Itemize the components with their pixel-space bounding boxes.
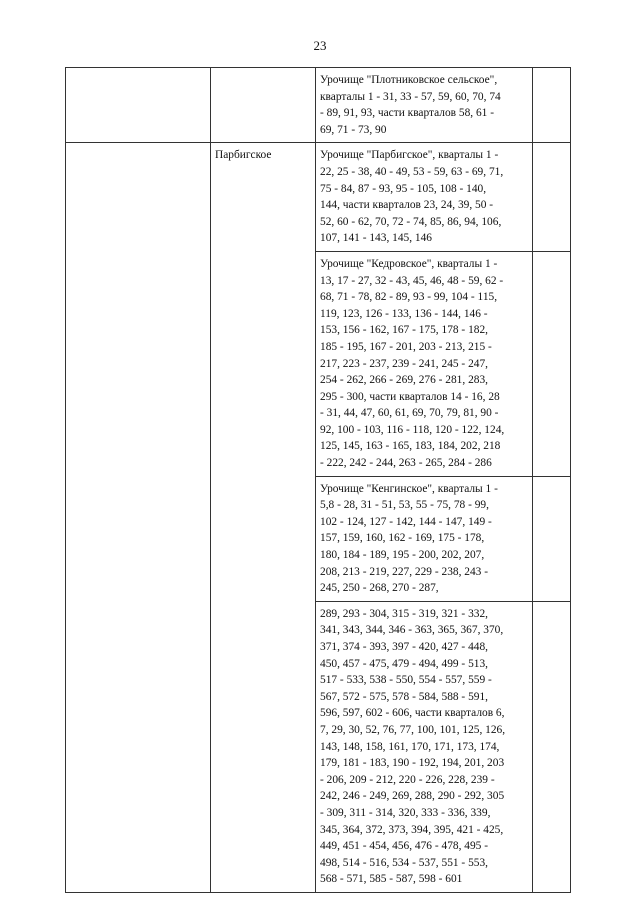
tract-line: 52, 60 - 62, 70, 72 - 74, 85, 86, 94, 106,	[320, 215, 502, 228]
tract-line: Урочище "Плотниковское сельское",	[320, 74, 498, 86]
tract-line: - 31, 44, 47, 60, 61, 69, 70, 79, 81, 90 -	[320, 407, 499, 420]
table-cell-col4	[533, 601, 571, 892]
forestry-cell: Парбигское	[211, 143, 316, 893]
tract-line: 13, 17 - 27, 32 - 43, 45, 46, 48 - 59, 62 -	[320, 274, 504, 287]
tract-line: 341, 343, 344, 346 - 363, 365, 367, 370,	[320, 624, 504, 637]
forest-tracts-table	[65, 67, 571, 893]
tract-line: 179, 181 - 183, 190 - 192, 194, 201, 203	[320, 757, 505, 770]
tract-cell	[316, 68, 533, 143]
table-cell-col4	[533, 68, 571, 143]
tract-line: 143, 148, 158, 161, 170, 171, 173, 174,	[320, 740, 500, 753]
tract-line: 245, 250 - 268, 270 - 287,	[320, 582, 439, 595]
page-number: 23	[313, 38, 327, 53]
tract-line: 449, 451 - 454, 456, 476 - 478, 495 -	[320, 840, 489, 853]
tract-line: 125, 145, 163 - 165, 183, 184, 202, 218	[320, 440, 501, 453]
tract-line: 5,8 - 28, 31 - 51, 53, 55 - 75, 78 - 99,	[320, 499, 489, 512]
table-cell-col4	[533, 143, 571, 252]
tract-line: Урочище "Кенгинское", кварталы 1 -	[320, 482, 498, 495]
tract-line: 68, 71 - 78, 82 - 89, 93 - 99, 104 - 115,	[320, 291, 498, 304]
tract-line: 217, 223 - 237, 239 - 241, 245 - 247,	[320, 357, 489, 370]
tract-line: 102 - 124, 127 - 142, 144 - 147, 149 -	[320, 515, 492, 528]
tract-line: 345, 364, 372, 373, 394, 395, 421 - 425,	[320, 823, 504, 836]
tract-line: 208, 213 - 219, 227, 229 - 238, 243 -	[320, 565, 489, 578]
tract-line: 75 - 84, 87 - 93, 95 - 105, 108 - 140,	[320, 182, 487, 195]
tract-line: 157, 159, 160, 162 - 169, 175 - 178,	[320, 532, 485, 545]
tract-line: кварталы 1 - 31, 33 - 57, 59, 60, 70, 74	[320, 90, 501, 103]
tract-line: 144, части кварталов 23, 24, 39, 50 -	[320, 199, 494, 212]
tract-line: 498, 514 - 516, 534 - 537, 551 - 553,	[320, 856, 489, 869]
tract-line: 295 - 300, части кварталов 14 - 16, 28	[320, 390, 500, 403]
table-row	[66, 68, 571, 143]
tract-line: 596, 597, 602 - 606, части кварталов 6,	[320, 707, 505, 720]
tract-line: 242, 246 - 249, 269, 288, 290 - 292, 305	[320, 790, 505, 803]
tract-line: 371, 374 - 393, 397 - 420, 427 - 448,	[320, 641, 489, 653]
tract-cell	[316, 476, 533, 601]
tract-line: Урочище "Парбигское", кварталы 1 -	[320, 149, 499, 162]
tract-line: 567, 572 - 575, 578 - 584, 588 - 591,	[320, 690, 489, 703]
tract-line: 92, 100 - 103, 116 - 118, 120 - 122, 124,	[320, 423, 505, 436]
table-cell-col1	[66, 68, 211, 143]
tract-line: 119, 123, 126 - 133, 136 - 144, 146 -	[320, 307, 488, 320]
tract-line: - 89, 91, 93, части кварталов 58, 61 -	[320, 107, 495, 120]
tract-line: - 206, 209 - 212, 220 - 226, 228, 239 -	[320, 773, 495, 786]
tract-line: 153, 156 - 162, 167 - 175, 178 - 182,	[320, 324, 489, 337]
tract-line: 289, 293 - 304, 315 - 319, 321 - 332,	[320, 607, 489, 620]
tract-cell	[316, 601, 533, 892]
tract-line: 517 - 533, 538 - 550, 554 - 557, 559 -	[320, 674, 492, 687]
table-row	[66, 143, 571, 252]
table-cell-col1	[66, 143, 211, 893]
table-cell-col4	[533, 251, 571, 476]
tract-line: 254 - 262, 266 - 269, 276 - 281, 283,	[320, 374, 489, 387]
tract-line: 69, 71 - 73, 90	[320, 123, 387, 136]
tract-line: - 309, 311 - 314, 320, 333 - 336, 339,	[320, 806, 491, 819]
tract-line: - 222, 242 - 244, 263 - 265, 284 - 286	[320, 457, 492, 470]
forestry-cell	[211, 68, 316, 143]
tract-line: 22, 25 - 38, 40 - 49, 53 - 59, 63 - 69, 71,	[320, 165, 504, 178]
tract-line: Урочище "Кедровское", кварталы 1 -	[320, 257, 498, 270]
table-cell-col4	[533, 476, 571, 601]
tract-line: 450, 457 - 475, 479 - 494, 499 - 513,	[320, 657, 489, 670]
tract-line: 107, 141 - 143, 145, 146	[320, 232, 433, 245]
tract-cell	[316, 143, 533, 252]
tract-line: 180, 184 - 189, 195 - 200, 202, 207,	[320, 549, 485, 562]
tract-line: 568 - 571, 585 - 587, 598 - 601	[320, 873, 463, 886]
tract-cell	[316, 251, 533, 476]
tract-line: 185 - 195, 167 - 201, 203 - 213, 215 -	[320, 340, 492, 353]
tract-line: 7, 29, 30, 52, 76, 77, 100, 101, 125, 126,	[320, 723, 506, 736]
